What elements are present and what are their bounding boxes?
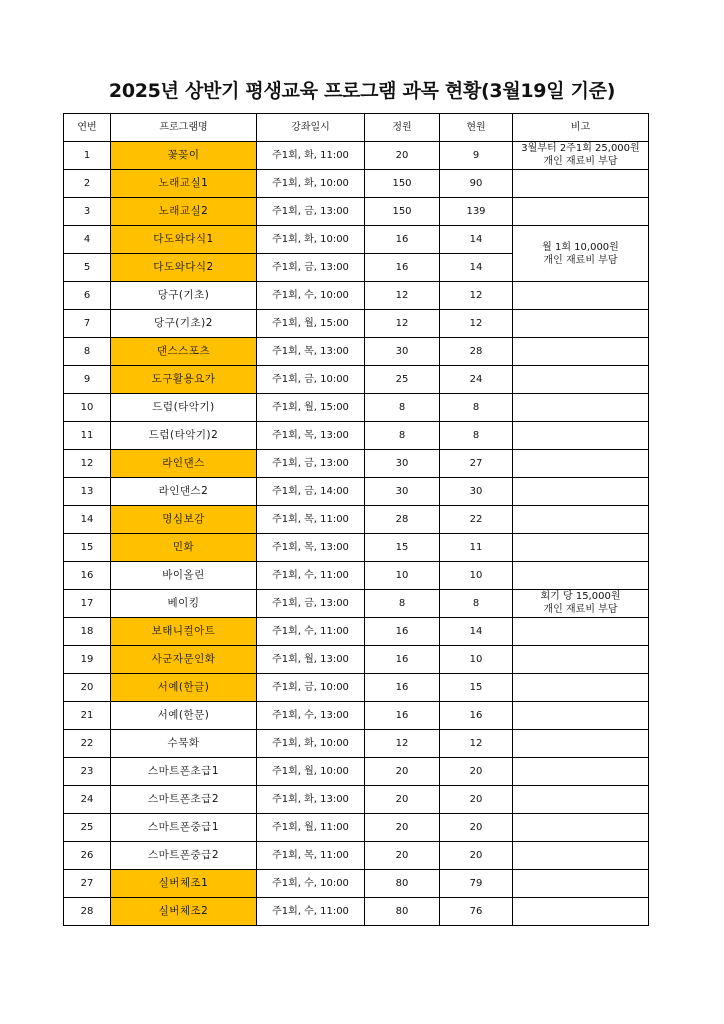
remarks-line: 개인 재료비 부담 (543, 254, 618, 266)
current-count-cell: 11 (440, 534, 513, 562)
row-number-cell: 12 (64, 450, 111, 478)
row-number-cell: 6 (64, 282, 111, 310)
schedule-cell: 주1회, 수, 11:00 (257, 562, 365, 590)
table-row (64, 394, 649, 422)
program-name-cell: 스마트폰초급1 (111, 758, 257, 786)
remarks-cell (513, 478, 649, 506)
schedule-cell: 주1회, 금, 10:00 (257, 366, 365, 394)
row-number-cell: 24 (64, 786, 111, 814)
schedule-cell: 주1회, 수, 10:00 (257, 282, 365, 310)
program-name-cell: 보태니컬아트 (111, 618, 257, 646)
table-header-row (64, 114, 649, 142)
row-number-cell: 17 (64, 590, 111, 618)
table-row (64, 562, 649, 590)
table-row (64, 506, 649, 534)
table-row (64, 814, 649, 842)
table-row (64, 618, 649, 646)
program-name-cell: 실버체조2 (111, 898, 257, 926)
capacity-cell: 16 (365, 646, 440, 674)
capacity-cell: 16 (365, 674, 440, 702)
remarks-cell (513, 282, 649, 310)
remarks-cell (513, 450, 649, 478)
row-number-cell: 8 (64, 338, 111, 366)
table-row (64, 478, 649, 506)
table-row (64, 702, 649, 730)
table-row (64, 310, 649, 338)
row-number-cell: 23 (64, 758, 111, 786)
current-count-cell: 12 (440, 730, 513, 758)
program-name-cell: 라인댄스2 (111, 478, 257, 506)
row-number-cell: 25 (64, 814, 111, 842)
current-count-cell: 76 (440, 898, 513, 926)
schedule-cell: 주1회, 화, 10:00 (257, 226, 365, 254)
program-name-cell: 드럼(타악기) (111, 394, 257, 422)
current-count-cell: 14 (440, 254, 513, 282)
table-row (64, 282, 649, 310)
capacity-cell: 20 (365, 786, 440, 814)
row-number-cell: 22 (64, 730, 111, 758)
current-count-cell: 10 (440, 562, 513, 590)
page-title: 2025년 상반기 평생교육 프로그램 과목 현황(3월19일 기준) (108, 80, 616, 102)
capacity-cell: 16 (365, 702, 440, 730)
schedule-cell: 주1회, 목, 13:00 (257, 338, 365, 366)
row-number-cell: 20 (64, 674, 111, 702)
capacity-cell: 30 (365, 478, 440, 506)
remarks-cell (513, 366, 649, 394)
current-count-cell: 14 (440, 226, 513, 254)
row-number-cell: 5 (64, 254, 111, 282)
capacity-cell: 16 (365, 226, 440, 254)
capacity-cell: 12 (365, 282, 440, 310)
table-row (64, 758, 649, 786)
row-number-cell: 18 (64, 618, 111, 646)
remarks-line: 회기 당 15,000원 (540, 591, 621, 602)
table-row (64, 142, 649, 170)
remarks-cell (513, 226, 649, 282)
schedule-cell: 주1회, 수, 11:00 (257, 618, 365, 646)
capacity-cell: 8 (365, 590, 440, 618)
row-number-cell: 28 (64, 898, 111, 926)
row-number-cell: 7 (64, 310, 111, 338)
program-name-cell: 도구활용요가 (111, 366, 257, 394)
remarks-cell (513, 702, 649, 730)
capacity-cell: 80 (365, 870, 440, 898)
current-count-cell: 15 (440, 674, 513, 702)
program-name-cell: 다도와다식1 (111, 226, 257, 254)
schedule-cell: 주1회, 화, 13:00 (257, 786, 365, 814)
capacity-cell: 30 (365, 338, 440, 366)
program-name-cell: 노래교실1 (111, 170, 257, 198)
capacity-cell: 8 (365, 394, 440, 422)
schedule-cell: 주1회, 월, 13:00 (257, 646, 365, 674)
program-name-cell: 꽃꽂이 (111, 142, 257, 170)
program-name-cell: 당구(기초)2 (111, 310, 257, 338)
capacity-cell: 20 (365, 142, 440, 170)
remarks-cell (513, 590, 649, 618)
current-count-cell: 27 (440, 450, 513, 478)
program-name-cell: 베이킹 (111, 590, 257, 618)
table-row (64, 842, 649, 870)
row-number-cell: 2 (64, 170, 111, 198)
schedule-cell: 주1회, 목, 11:00 (257, 842, 365, 870)
capacity-cell: 12 (365, 310, 440, 338)
row-number-cell: 27 (64, 870, 111, 898)
header-program-name: 프로그램명 (111, 114, 257, 142)
remarks-cell (513, 898, 649, 926)
current-count-cell: 20 (440, 814, 513, 842)
current-count-cell: 24 (440, 366, 513, 394)
schedule-cell: 주1회, 금, 13:00 (257, 450, 365, 478)
program-name-cell: 스마트폰중급2 (111, 842, 257, 870)
schedule-cell: 주1회, 목, 13:00 (257, 534, 365, 562)
row-number-cell: 21 (64, 702, 111, 730)
remarks-line: 3월부터 2주1회 25,000원 (521, 143, 640, 154)
current-count-cell: 20 (440, 842, 513, 870)
current-count-cell: 16 (440, 702, 513, 730)
schedule-cell: 주1회, 금, 13:00 (257, 254, 365, 282)
remarks-line: 월 1회 10,000원 (542, 241, 619, 253)
program-name-cell: 스마트폰중급1 (111, 814, 257, 842)
schedule-cell: 주1회, 금, 13:00 (257, 198, 365, 226)
header-schedule: 강좌일시 (257, 114, 365, 142)
program-name-cell: 라인댄스 (111, 450, 257, 478)
remarks-cell (513, 646, 649, 674)
current-count-cell: 10 (440, 646, 513, 674)
capacity-cell: 150 (365, 170, 440, 198)
remarks-line: 개인 재료비 부담 (543, 604, 618, 615)
capacity-cell: 8 (365, 422, 440, 450)
row-number-cell: 13 (64, 478, 111, 506)
current-count-cell: 14 (440, 618, 513, 646)
remarks-cell (513, 786, 649, 814)
program-name-cell: 사군자문인화 (111, 646, 257, 674)
table-row (64, 366, 649, 394)
schedule-cell: 주1회, 금, 13:00 (257, 590, 365, 618)
program-name-cell: 다도와다식2 (111, 254, 257, 282)
capacity-cell: 28 (365, 506, 440, 534)
row-number-cell: 16 (64, 562, 111, 590)
schedule-cell: 주1회, 금, 14:00 (257, 478, 365, 506)
header-remarks: 비고 (513, 114, 649, 142)
program-name-cell: 서예(한글) (111, 674, 257, 702)
table-row (64, 198, 649, 226)
remarks-cell (513, 842, 649, 870)
header-no: 연번 (64, 114, 111, 142)
remarks-cell (513, 142, 649, 170)
current-count-cell: 30 (440, 478, 513, 506)
schedule-cell: 주1회, 월, 10:00 (257, 758, 365, 786)
capacity-cell: 20 (365, 758, 440, 786)
current-count-cell: 79 (440, 870, 513, 898)
table-row (64, 646, 649, 674)
capacity-cell: 20 (365, 842, 440, 870)
table-row (64, 338, 649, 366)
remarks-cell (513, 170, 649, 198)
table-row (64, 730, 649, 758)
table-row (64, 898, 649, 926)
remarks-cell (513, 730, 649, 758)
table-row (64, 870, 649, 898)
program-name-cell: 드럼(타악기)2 (111, 422, 257, 450)
remarks-cell (513, 394, 649, 422)
program-name-cell: 서예(한문) (111, 702, 257, 730)
table-row (64, 450, 649, 478)
schedule-cell: 주1회, 화, 11:00 (257, 142, 365, 170)
program-name-cell: 수묵화 (111, 730, 257, 758)
program-name-cell: 실버체조1 (111, 870, 257, 898)
row-number-cell: 11 (64, 422, 111, 450)
remarks-cell (513, 870, 649, 898)
current-count-cell: 8 (440, 422, 513, 450)
remarks-line: 개인 재료비 부담 (543, 156, 618, 167)
header-capacity: 정원 (365, 114, 440, 142)
current-count-cell: 139 (440, 198, 513, 226)
program-name-cell: 스마트폰초급2 (111, 786, 257, 814)
table-row (64, 170, 649, 198)
capacity-cell: 80 (365, 898, 440, 926)
schedule-cell: 주1회, 금, 10:00 (257, 674, 365, 702)
program-name-cell: 민화 (111, 534, 257, 562)
capacity-cell: 10 (365, 562, 440, 590)
row-number-cell: 14 (64, 506, 111, 534)
remarks-cell (513, 338, 649, 366)
remarks-cell (513, 506, 649, 534)
schedule-cell: 주1회, 화, 10:00 (257, 170, 365, 198)
table-row (64, 534, 649, 562)
table-row (64, 226, 649, 254)
current-count-cell: 20 (440, 758, 513, 786)
current-count-cell: 20 (440, 786, 513, 814)
table-row (64, 590, 649, 618)
schedule-cell: 주1회, 수, 11:00 (257, 898, 365, 926)
program-name-cell: 노래교실2 (111, 198, 257, 226)
capacity-cell: 20 (365, 814, 440, 842)
capacity-cell: 12 (365, 730, 440, 758)
capacity-cell: 15 (365, 534, 440, 562)
current-count-cell: 8 (440, 394, 513, 422)
row-number-cell: 4 (64, 226, 111, 254)
current-count-cell: 22 (440, 506, 513, 534)
schedule-cell: 주1회, 수, 10:00 (257, 870, 365, 898)
row-number-cell: 26 (64, 842, 111, 870)
remarks-cell (513, 674, 649, 702)
row-number-cell: 15 (64, 534, 111, 562)
table-row (64, 422, 649, 450)
row-number-cell: 1 (64, 142, 111, 170)
current-count-cell: 12 (440, 310, 513, 338)
remarks-cell (513, 310, 649, 338)
current-count-cell: 12 (440, 282, 513, 310)
table-row (64, 674, 649, 702)
row-number-cell: 3 (64, 198, 111, 226)
current-count-cell: 9 (440, 142, 513, 170)
program-name-cell: 바이올린 (111, 562, 257, 590)
capacity-cell: 25 (365, 366, 440, 394)
row-number-cell: 10 (64, 394, 111, 422)
capacity-cell: 30 (365, 450, 440, 478)
schedule-cell: 주1회, 목, 11:00 (257, 506, 365, 534)
schedule-cell: 주1회, 월, 11:00 (257, 814, 365, 842)
program-name-cell: 당구(기초) (111, 282, 257, 310)
remarks-cell (513, 618, 649, 646)
program-name-cell: 댄스스포츠 (111, 338, 257, 366)
header-current: 현원 (440, 114, 513, 142)
schedule-cell: 주1회, 월, 15:00 (257, 394, 365, 422)
row-number-cell: 19 (64, 646, 111, 674)
remarks-cell (513, 198, 649, 226)
current-count-cell: 8 (440, 590, 513, 618)
program-table (63, 113, 649, 926)
schedule-cell: 주1회, 목, 13:00 (257, 422, 365, 450)
row-number-cell: 9 (64, 366, 111, 394)
current-count-cell: 90 (440, 170, 513, 198)
schedule-cell: 주1회, 수, 13:00 (257, 702, 365, 730)
program-name-cell: 명심보감 (111, 506, 257, 534)
capacity-cell: 16 (365, 618, 440, 646)
capacity-cell: 16 (365, 254, 440, 282)
remarks-cell (513, 422, 649, 450)
schedule-cell: 주1회, 월, 15:00 (257, 310, 365, 338)
remarks-cell (513, 758, 649, 786)
current-count-cell: 28 (440, 338, 513, 366)
remarks-cell (513, 562, 649, 590)
remarks-cell (513, 814, 649, 842)
table-row (64, 786, 649, 814)
remarks-cell (513, 534, 649, 562)
capacity-cell: 150 (365, 198, 440, 226)
schedule-cell: 주1회, 화, 10:00 (257, 730, 365, 758)
